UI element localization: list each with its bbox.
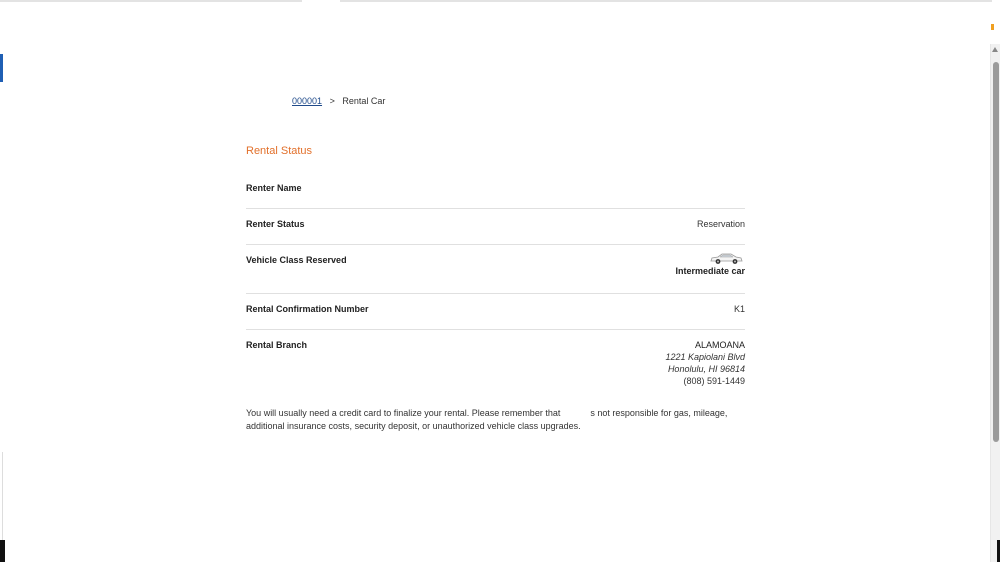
vehicle-class-text: Intermediate car — [675, 266, 745, 276]
scroll-up-arrow-icon[interactable] — [992, 47, 998, 52]
rental-note-part2: s not responsible for gas, mileage, additional insurance costs, security deposit, or unauthorized vehicle class upgrades. — [246, 408, 728, 431]
branch-address-line2: Honolulu, HI 96814 — [667, 364, 745, 374]
branch-address-line1: 1221 Kapiolani Blvd — [665, 352, 745, 362]
top-divider — [0, 0, 992, 2]
renter-name-label: Renter Name — [246, 183, 302, 193]
scrollbar-thumb[interactable] — [993, 62, 999, 442]
confirmation-number-label: Rental Confirmation Number — [246, 304, 369, 314]
breadcrumb-separator: > — [329, 96, 335, 106]
left-edge-line — [2, 452, 3, 542]
vehicle-class-row — [246, 245, 745, 294]
renter-status-value: Reservation — [696, 219, 745, 229]
branch-name: ALAMOANA — [694, 340, 745, 350]
vehicle-class-value — [675, 254, 745, 293]
car-icon — [709, 251, 743, 265]
left-edge-dark — [0, 540, 5, 562]
rental-branch-label: Rental Branch — [246, 340, 308, 350]
rental-branch-row — [246, 330, 745, 394]
breadcrumb — [292, 92, 745, 110]
breadcrumb-claim-link[interactable]: 000001 — [292, 96, 323, 106]
renter-status-row — [246, 209, 745, 245]
rental-status-panel — [246, 92, 745, 432]
renter-name-row — [246, 173, 745, 209]
confirmation-number-value: K1 — [733, 304, 745, 314]
rental-branch-value — [665, 339, 745, 394]
rental-note-part1: You will usually need a credit card to finalize your rental. Please remember that — [246, 408, 561, 418]
rental-note — [246, 407, 745, 432]
rental-details-list — [246, 173, 745, 394]
vehicle-class-label: Vehicle Class Reserved — [246, 255, 347, 265]
notification-marker — [991, 24, 994, 30]
branch-phone: (808) 591-1449 — [683, 376, 745, 386]
section-title: Rental Status — [246, 145, 313, 157]
breadcrumb-current: Rental Car — [342, 96, 386, 106]
left-accent-bar — [0, 54, 3, 82]
renter-status-label: Renter Status — [246, 219, 305, 229]
confirmation-number-row — [246, 294, 745, 330]
top-notch — [302, 0, 340, 3]
